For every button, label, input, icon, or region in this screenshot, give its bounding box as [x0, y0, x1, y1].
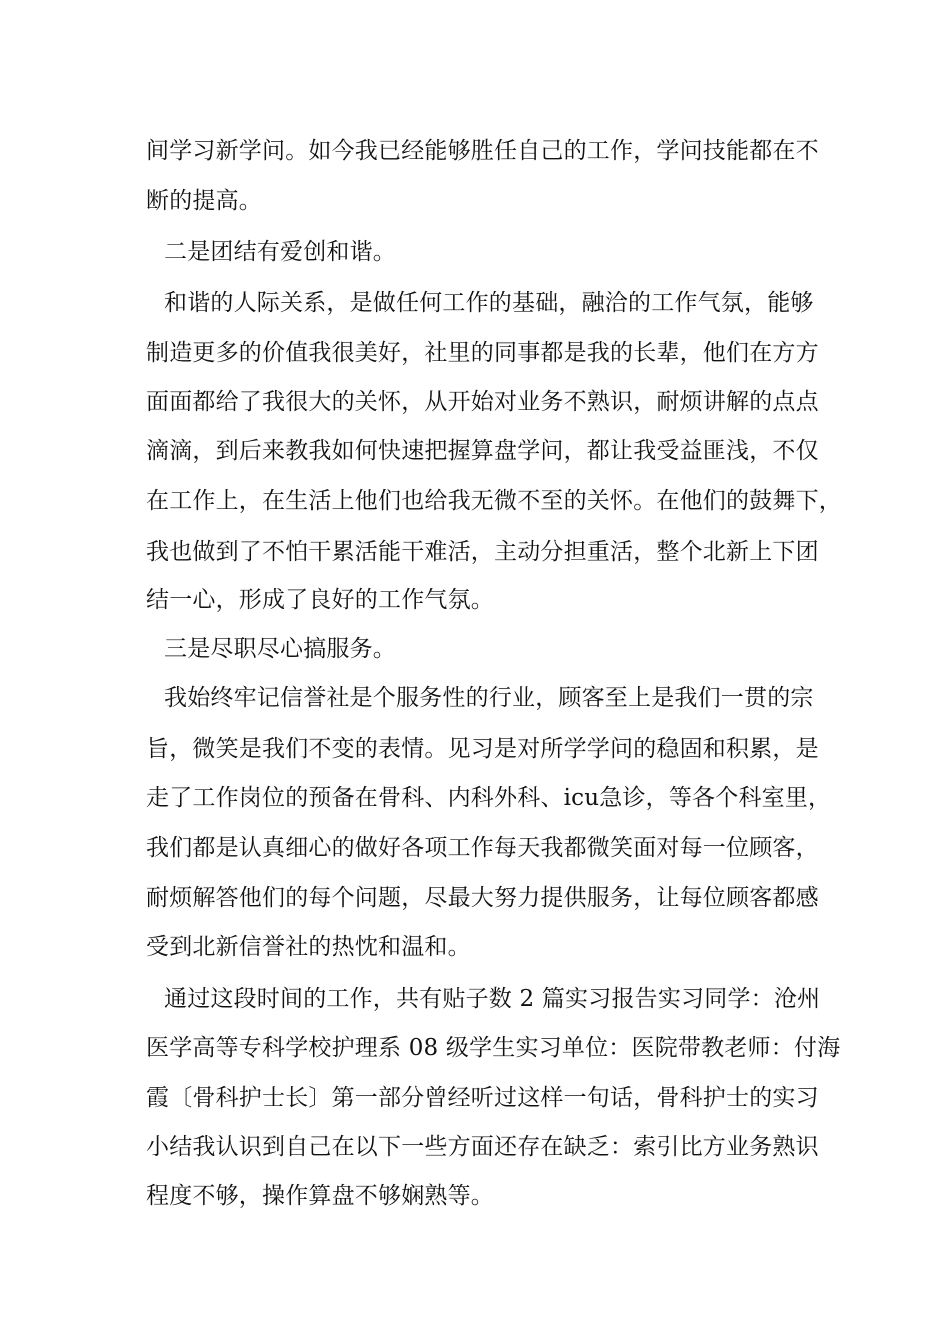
section-heading: 三是尽职尽心搞服务。 [164, 636, 396, 662]
text-line: 制造更多的价值我很美好，社里的同事都是我的长辈，他们在方方 [146, 340, 819, 366]
text-line: 霞〔骨科护士长〕第一部分曾经听过这样一句话，骨科护士的实习 [146, 1085, 819, 1111]
text-line: 程度不够，操作算盘不够娴熟等。 [146, 1183, 494, 1209]
text-line: 面面都给了我很大的关怀，从开始对业务不熟识，耐烦讲解的点点 [146, 389, 819, 415]
text-line: 我始终牢记信誉社是个服务性的行业，顾客至上是我们一贯的宗 [164, 685, 814, 711]
text-line: 在工作上，在生活上他们也给我无微不至的关怀。在他们的鼓舞下， [146, 488, 842, 514]
text-line: 通过这段时间的工作，共有贴子数 2 篇实习报告实习同学：沧州 [164, 986, 821, 1012]
text-line: 旨，微笑是我们不变的表情。见习是对所学学问的稳固和积累，是 [146, 736, 819, 762]
text-line: 受到北新信誉社的热忱和温和。 [146, 934, 471, 960]
text-line: 间学习新学问。如今我已经能够胜任自己的工作，学问技能都在不 [146, 138, 819, 164]
section-heading: 二是团结有爱创和谐。 [164, 239, 396, 265]
text-line: 和谐的人际关系，是做任何工作的基础，融洽的工作气氛，能够 [164, 290, 814, 316]
text-line: 结一心，形成了良好的工作气氛。 [146, 587, 494, 613]
text-line: 耐烦解答他们的每个问题，尽最大努力提供服务，让每位顾客都感 [146, 885, 819, 911]
text-line: 小结我认识到自己在以下一些方面还存在缺乏：索引比方业务熟识 [146, 1134, 819, 1160]
text-line: 医学高等专科学校护理系 08 级学生实习单位：医院带教老师：付海 [146, 1035, 841, 1061]
text-line: 我也做到了不怕干累活能干难活，主动分担重活，整个北新上下团 [146, 539, 819, 565]
text-line: 滴滴，到后来教我如何快速把握算盘学问，都让我受益匪浅，不仅 [146, 438, 819, 464]
text-line: 我们都是认真细心的做好各项工作每天我都微笑面对每一位顾客， [146, 835, 819, 861]
text-line: 走了工作岗位的预备在骨科、内科外科、icu急诊，等各个科室里， [146, 785, 832, 811]
text-line: 断的提高。 [146, 188, 262, 214]
